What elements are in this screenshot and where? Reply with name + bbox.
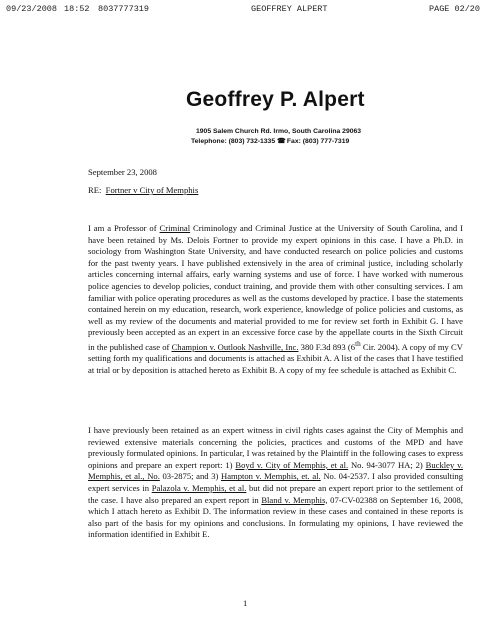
text-run: I am a Professor of — [88, 223, 160, 233]
page-number: 1 — [243, 598, 248, 608]
fax-sender-name: GEOFFREY ALPERT — [251, 4, 328, 14]
subject-line — [88, 185, 198, 195]
case-citation: Hampton v. Memphis, et. al. — [220, 471, 321, 482]
fax-header — [6, 4, 487, 16]
subject-case-name: Fortner v City of Memphis — [105, 185, 199, 195]
text-run: 380 F.3d 893 (6 — [298, 341, 356, 352]
letterhead-name: Geoffrey P. Alpert — [186, 88, 365, 111]
case-citation: Bland v. Memphis, — [261, 494, 328, 505]
text-run: 03-2875; and 3) — [159, 471, 221, 482]
fax-time: 18:52 — [64, 4, 90, 14]
letterhead-contact — [191, 137, 349, 145]
text-run: 07-CV-02388 on September 16, 2008, which I attach hereto as Exhibit D. The information review in these cases and contained in these reports is also part of the basis for my opinions and conclusions. In formulating my opinions, I have reviewed the information identified in Exhibit E. — [88, 494, 463, 540]
fax-machine-icon: ☎ — [277, 138, 286, 145]
fax-date: 09/23/2008 — [6, 4, 58, 14]
paragraph-prior-cases — [88, 425, 463, 541]
underlined-text: Criminal — [159, 223, 191, 233]
superscript: th — [355, 339, 361, 348]
paragraph-qualifications — [88, 223, 463, 377]
case-citation: Buckley v. Memphis, et al., No. — [88, 459, 463, 482]
letterhead-fax: Fax: (803) 777-7319 — [286, 138, 350, 145]
text-run: No. 94-3077 HA; 2) — [348, 459, 426, 470]
case-citation: Champion v. Outlook Nashville, Inc. — [171, 341, 299, 352]
subject-label: RE: — [88, 185, 102, 195]
text-run: Criminology and Criminal Justice at the University of South Carolina, and I have been retained by Ms. Delois Fortner to provide my expert opinions in this case. I have a Ph.D. in sociology from Washington State University, and have conducted research on police policies and customs for the past twenty years. I have published extensively in the area of criminal justice, including scholarly articles concerning internal affairs, early warning systems and use of force. I have worked with numerous police agencies to develop policies, conduct training, and provide them with other consulting services. I am familiar with police operating procedures as well as the customs developed by practice. I base the statements contained herein on my education, research, work experience, knowledge of police policies and customs, as well as my review of the documents and material provided to me for review set forth in Exhibit G. I have previously been accepted as an expert in an excessive force case by the appellate courts in the Sixth Circuit in the published case of — [88, 223, 463, 352]
letter-date: September 23, 2008 — [88, 167, 157, 177]
letterhead-address: 1905 Salem Church Rd. Irmo, South Carolina 29063 — [196, 128, 362, 135]
fax-phone: 8037777319 — [98, 4, 150, 14]
case-citation: Boyd v. City of Memphis, et al. — [235, 459, 349, 470]
text-run: No. 04-2537. I also provided consulting expert services in — [88, 471, 463, 493]
text-run: Cir. 2004). A copy of my CV setting forth my qualifications and documents is attached as Exhibit A. A list of the cases that I have testified at trial or by deposition is attached hereto as Exhibit B. A copy of my fee schedule is attached as Exhibit C. — [88, 341, 463, 375]
text-run: but did not prepare an expert report prior to the settlement of the case. I have also prepared an expert report in — [88, 482, 463, 505]
fax-page-count: PAGE 02/20 — [429, 4, 481, 14]
letterhead-telephone: Telephone: (803) 732-1335 — [191, 138, 276, 145]
case-citation: Palazola v. Memphis, et al. — [151, 482, 247, 493]
text-run: I have previously been retained as an expert witness in civil rights cases against the City of Memphis and reviewed extensive materials concerning the policies, practices and customs of the MPD and have previously formulated opinions. In particular, I was retained by the Plaintiff in the following cases to express opinions and prepare an expert report: 1) — [88, 425, 463, 470]
